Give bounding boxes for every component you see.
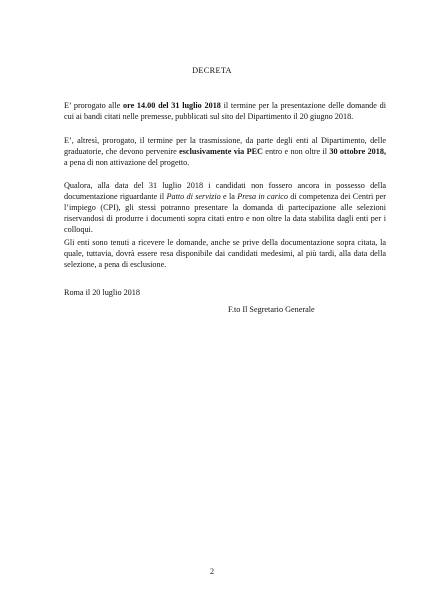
paragraph-rankings-transmission bbox=[64, 135, 386, 168]
p2-text-3: a pena di non attivazione del progetto. bbox=[64, 158, 190, 167]
p2-text-2: entro e non oltre il bbox=[262, 147, 330, 156]
p1-text-2: il termine per la presentazione delle domande di cui ai bandi citati nelle premesse, pubblicati sul sito del Dipartimento il 20 giugno 2018. bbox=[64, 101, 386, 121]
p2-pec-bold: esclusivamente via PEC bbox=[179, 147, 263, 156]
page-number: 2 bbox=[209, 567, 215, 576]
p2-text-1: E’, altresì, prorogato, il termine per la trasmissione, da parte degli enti al Dipartimento, delle graduatorie, che devono pervenire bbox=[64, 136, 386, 156]
p3-presa-italic: Presa in carico bbox=[237, 192, 288, 201]
p1-text-1: E’ prorogato alle bbox=[64, 101, 123, 110]
decree-heading: DECRETA bbox=[192, 66, 232, 75]
p3-text-1: Qualora, alla data del 31 luglio 2018 i candidati non fossero ancora in possesso della documentazione riguardante il bbox=[64, 181, 386, 201]
place-date: Roma il 20 luglio 2018 bbox=[64, 288, 140, 297]
signature: F.to Il Segretario Generale bbox=[228, 305, 315, 314]
paragraph-documentation bbox=[64, 180, 386, 235]
p2-date-bold: 30 ottobre 2018, bbox=[329, 147, 386, 156]
p1-deadline-bold: ore 14.00 del 31 luglio 2018 bbox=[122, 101, 221, 110]
p3-patto-italic: Patto di servizio bbox=[166, 192, 221, 201]
paragraph-deadline-extension bbox=[64, 100, 386, 122]
p3-text-2: e la bbox=[220, 192, 238, 201]
paragraph-applications: Gli enti sono tenuti a ricevere le domande, anche se prive della documentazione sopra citata, la quale, tuttavia, dovrà essere resa disponibile dai candidati medesimi, al più tardi, alla data della selezione, a pena di esclusione. bbox=[64, 238, 386, 269]
p3-text-3: di competenza dei Centri per l’impiego (CPI), gli stessi potranno presentare la domanda di partecipazione alle selezioni riservandosi di produrre i documenti sopra citati entro e non oltre la data stabilita dagli enti per i colloqui. bbox=[64, 192, 387, 234]
